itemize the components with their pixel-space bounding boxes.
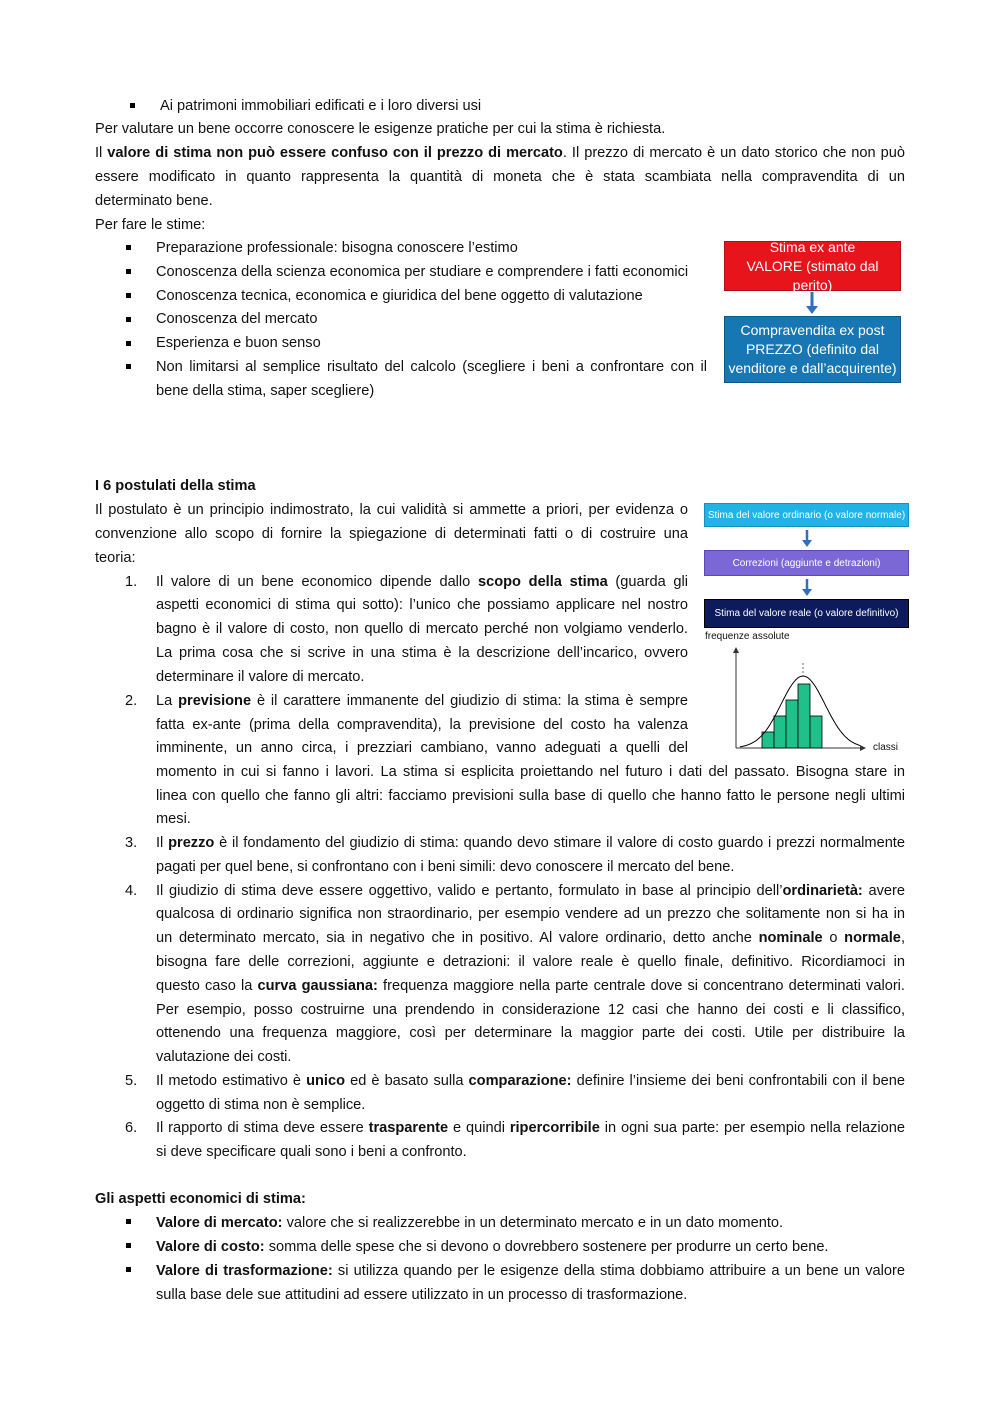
paragraph-valore-line1: Il valore di stima non può essere confuso con il prezzo di mercato. Il prezzo di mercato è un dato storico che non può xyxy=(95,145,905,161)
bullet-marker xyxy=(126,269,131,274)
item-1-line: bagno è il valore di costo, non quello di mercato perché non volgiamo venderlo. xyxy=(156,621,688,637)
bullet-marker xyxy=(126,1267,131,1272)
aspetto-item: Valore di trasformazione: si utilizza quando per le esigenze della stima dobbiamo attribuire a un bene un valore xyxy=(156,1263,905,1279)
aspetto-item: Valore di mercato: valore che si realizzerebbe in un determinato mercato e in un dato momento. xyxy=(156,1215,784,1231)
list-item: Non limitarsi al semplice risultato del calcolo (scegliere i beni a confrontare con il xyxy=(156,359,707,375)
bullet-marker xyxy=(126,293,131,298)
list-item: Conoscenza tecnica, economica e giuridica del bene oggetto di valutazione xyxy=(156,288,643,304)
bullet-marker xyxy=(126,317,131,322)
item-4-line: un determinato mercato, sia in negativo che in positivo. Al valore ordinario, detto anche nominale o normale, xyxy=(156,930,905,946)
postulato-intro-line: convenzione allo scopo di fornire la spiegazione di determinati fatti o di costruire una xyxy=(95,526,688,542)
item-1-line: aspetti economici di stima qui sotto): l’unico che possiamo applicare nel nostro xyxy=(156,597,688,613)
item-5-line: oggetto di stima non è semplice. xyxy=(156,1097,366,1113)
item-4-line: ottenendo una frequenza maggiore, così per determinare la maggior parte dei costi. Utile per distribuire la xyxy=(156,1025,905,1041)
item-4-line: Per esempio, posso costruirne una prendendo in considerazione 12 casi che hanno dei costi e li classifico, xyxy=(156,1002,905,1018)
correzioni-box: Correzioni (aggiunte e detrazioni) xyxy=(704,550,909,576)
item-number: 5. xyxy=(125,1073,138,1089)
compravendita-ex-post-box xyxy=(724,316,901,383)
box-line: Stima ex ante xyxy=(769,238,856,255)
box-line: venditore e dall’acquirente) xyxy=(728,360,897,376)
bullet-marker xyxy=(126,364,131,369)
aspetto-item-continuation: sulla base dele sue attitudini ad essere utilizzato in un processo di trasformazione. xyxy=(156,1287,688,1303)
stima-valore-reale-box: Stima del valore reale (o valore definitivo) xyxy=(704,599,909,628)
item-4-line: bisogna fare delle correzioni, aggiunte e detrazioni: il valore reale è quello finale, definitivo. Ricordiamoci in xyxy=(156,954,905,970)
list-item: Esperienza e buon senso xyxy=(156,335,321,351)
histogram-bar xyxy=(774,716,786,748)
per-fare-label: Per fare le stime: xyxy=(95,217,206,233)
item-4-line: questo caso la curva gaussiana: frequenza maggiore nella parte centrale dove si concentrano determinati valori. xyxy=(156,978,905,994)
x-axis-arrow xyxy=(860,745,866,751)
histogram-bar xyxy=(798,684,810,748)
y-axis-arrow xyxy=(733,647,739,653)
histogram-bar xyxy=(762,732,774,748)
down-arrow-icon xyxy=(800,579,814,597)
list-item: Conoscenza della scienza economica per studiare e comprendere i fatti economici xyxy=(156,264,689,280)
paragraph-valore-line2: essere modificato in quanto rappresenta la quantità di moneta che è stata scambiata nella compravendita di un xyxy=(95,169,905,185)
bullet-marker xyxy=(126,1243,131,1248)
paragraph-valutare: Per valutare un bene occorre conoscere le esigenze pratiche per cui la stima è richiesta. xyxy=(95,121,666,137)
item-2-line: linea con quello che fanno gli altri: facciamo previsioni sulla base di quello che hanno fatto le persone negli ultimi xyxy=(156,788,905,804)
item-1-line: determinare il valore di mercato. xyxy=(156,669,365,685)
item-number: 6. xyxy=(125,1120,138,1136)
paragraph-valore-line3: determinato bene. xyxy=(95,193,213,209)
section-title-postulati: I 6 postulati della stima xyxy=(95,478,256,494)
stima-valore-ordinario-box: Stima del valore ordinario (o valore normale) xyxy=(704,503,909,527)
bullet-marker xyxy=(126,245,131,250)
postulato-intro-line: teoria: xyxy=(95,550,136,566)
histogram-bar xyxy=(810,716,822,748)
item-number: 4. xyxy=(125,883,138,899)
item-2-line: imminente, un anno circa, i prezziari cambiano, vanno adeguati a quelli del xyxy=(156,740,688,756)
item-4-line: Il giudizio di stima deve essere oggettivo, valido e pertanto, formulato in base al principio dell’ordinarietà: avere xyxy=(156,883,905,899)
item-4-line: valutazione dei costi. xyxy=(156,1049,292,1065)
top-bullet-text: Ai patrimoni immobiliari edificati e i loro diversi usi xyxy=(160,98,482,114)
box-line: PREZZO (definito dal xyxy=(745,341,880,357)
aspetto-item: Valore di costo: somma delle spese che si devono o dovrebbero sostenere per produrre un certo bene. xyxy=(156,1239,829,1255)
stima-ex-ante-box xyxy=(724,238,901,293)
item-2-line: mesi. xyxy=(156,811,191,827)
section-title-aspetti: Gli aspetti economici di stima: xyxy=(95,1191,306,1207)
item-2-line: momento in cui si fanno i lavori. La stima si esplicita proiettando nel futuro i dati del passato. Bisogna stare in xyxy=(156,764,905,780)
bullet-marker xyxy=(126,1219,131,1224)
histogram-chart xyxy=(700,645,880,755)
item-number: 1. xyxy=(125,574,138,590)
bullet-marker xyxy=(130,103,135,108)
postulato-intro-line: Il postulato è un principio indimostrato, la cui validità si ammette a priori, per evidenza o xyxy=(95,502,688,518)
list-item: Conoscenza del mercato xyxy=(156,311,318,327)
bullet-marker xyxy=(126,341,131,346)
item-4-line: qualcosa di ordinario significa non straordinario, per esempio vendere ad un prezzo che solitamente non si ha in xyxy=(156,906,905,922)
chart-ylabel: frequenze assolute xyxy=(705,631,790,642)
box-line: Compravendita ex post xyxy=(740,322,885,338)
item-number: 3. xyxy=(125,835,138,851)
item-3-line: Il prezzo è il fondamento del giudizio di stima: quando devo stimare il valore di costo guardo i prezzi normalmente xyxy=(156,835,905,851)
list-item-continuation: bene della stima, saper scegliere) xyxy=(156,383,375,399)
item-1-line: La prima cosa che si scrive in una stima è la descrizione dell’incarico, ovvero xyxy=(156,645,688,661)
chart-xlabel: classi xyxy=(873,742,899,753)
item-number: 2. xyxy=(125,693,138,709)
down-arrow-icon xyxy=(804,292,820,316)
item-6-line: Il rapporto di stima deve essere trasparente e quindi ripercorribile in ogni sua parte: per esempio nella relazione xyxy=(156,1120,906,1136)
box-line: VALORE (stimato dal perito) xyxy=(746,257,879,293)
down-arrow-icon xyxy=(800,530,814,548)
item-2-line: La previsione è il carattere immanente del giudizio di stima: la stima è sempre xyxy=(156,693,688,709)
list-item: Preparazione professionale: bisogna conoscere l’estimo xyxy=(156,240,518,256)
item-6-line: si deve specificare quali sono i beni a confronto. xyxy=(156,1144,467,1160)
histogram-bar xyxy=(786,700,798,748)
item-1-line: Il valore di un bene economico dipende dallo scopo della stima (guarda gli xyxy=(156,574,689,590)
item-5-line: Il metodo estimativo è unico ed è basato sulla comparazione: definire l’insieme dei beni confrontabili con il bene xyxy=(156,1073,905,1089)
item-2-line: fatta ex-ante (prima della compravendita), la previsione del costo ha valenza xyxy=(156,717,688,733)
item-3-line: pagati per quel bene, si confrontano con i beni simili: devo conoscere il mercato del bene. xyxy=(156,859,735,875)
